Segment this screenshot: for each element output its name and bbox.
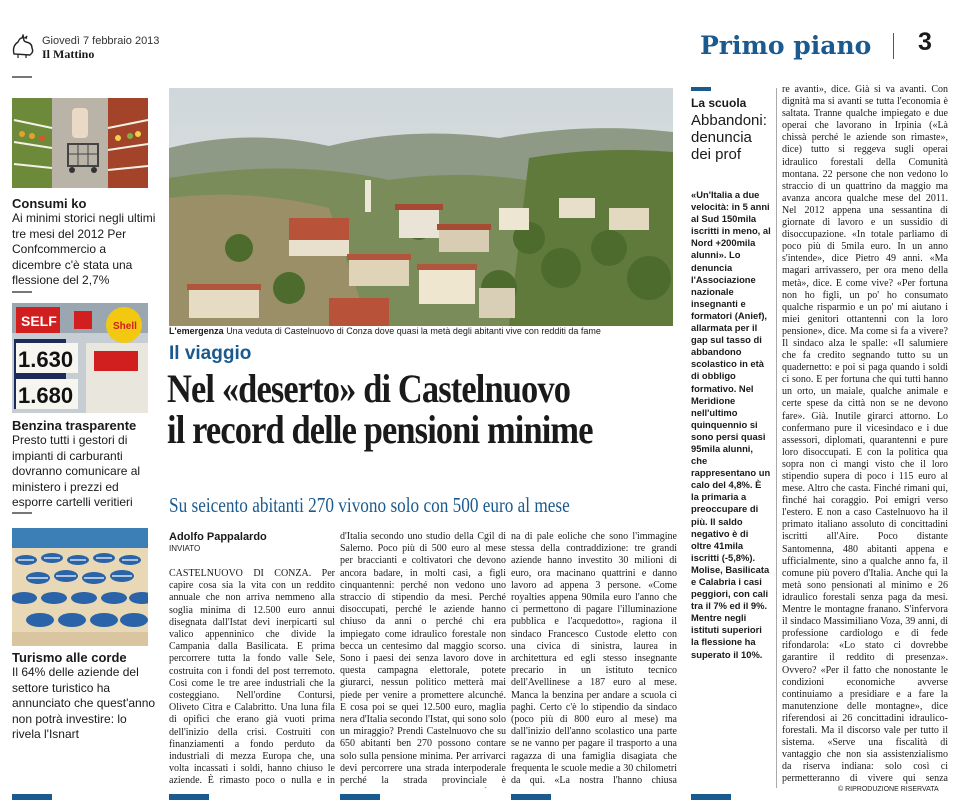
separator [12,512,32,514]
fuel-price-2: 1.680 [18,383,74,408]
school-box-title: Abbandoni: denuncia dei prof [691,112,767,163]
fuel-prices-photo [12,303,148,413]
footer-bar [511,794,551,800]
beach-umbrellas-photo [12,528,148,646]
castelnuovo-village-photo [169,88,673,326]
article-kicker: Il viaggio [169,343,252,364]
footer-bar [691,794,731,800]
masthead-divider [893,33,894,59]
article-headline [167,368,606,450]
rooster-logo-icon [10,34,36,58]
headline-line-2: il record delle pensioni minime [167,407,593,452]
fuel-price-1: 1.630 [18,347,74,372]
headline-line-1: Nel «deserto» di Castelnuovo [167,366,571,411]
footer-bar [340,794,380,800]
caption-text: Una veduta di Castelnuovo di Conza dove quasi la metà degli abitanti vive con redditi da fame [226,326,601,336]
svg-text:Shell: Shell [113,321,137,332]
separator [12,291,32,293]
footer-bar [169,794,209,800]
article-body-column-1: CASTELNUOVO DI CONZA. Per capire cosa sia la vita con un reddito annuale che non arriva nemmeno alla soglia minima di 12.500 euro annui disegnata dall'Istat devi inerpicarti sul valico appenninico che divide la Campania dalla Basilicata. E prima percorrere tutta la fondo valle Sele, costruita con i fondi del post terremoto. Così come le tre aree industriali che la costeggiano. Nell'ordine Contursi, Oliveto Citra e Calabritto. Una luna fila di opifici che erano già vuoti prima dell'inizio della crisi. Costruiti con finanziamenti a fondo perduto da industriali di mezza Europa che, una volta incassati i soldi, hanno chiuso le aziende. È rimasto poco o nulla e in [169,568,335,787]
column-divider [776,88,777,788]
article-body-column-2: d'Italia secondo uno studio della Cgil di Salerno. Poco più di 500 euro al mese per braccianti e coltivatori che devono ancora badare, in molti casi, a figli cinquantenni: perché non vedono uno straccio di stipendio da mesi. Perché disoccupati, perché le aziende hanno chiuso da anni o perché chi era impiegato come idraulico forestale non becca un centesimo dal maggio scorso. Sono i paesi dei senza lavoro dove in questa campagna elettorale, potete giurarci, nessun politico metterà mai piede per venire a promettere alcunché. E cosa poi se quei 12.500 euro, maglia nera d'Italia secondo l'Istat, qui sono solo un miraggio? Prendi Castelnuovo che su 650 abitanti ben 270 possono contare solo sulla pensione minima. Per arrivarci devi percorrere una strada interpoderale perché la strada provinciale è [340,531,506,787]
school-box-body: «Un'Italia a due velocità: in 5 anni al Sud 150mila iscritti in meno, al Nord +200mila alunni». Lo denuncia l'Associazione nazionale insegnanti e formatori (Anief), allarmata per il gap sul tasso di abbandono scolastico in età di obbligo formativo. Nel Meridione nell'ultimo quinquennio si sono persi quasi 95mila alunni, che rappresentano un calo del 4,8%. È la primaria a preoccupare di più. Il saldo negativo è di oltre 41mila iscritti (-5,8%). Molise, Basilicata e Calabria i casi peggiori, con cali tra il 7% ed il 9%. Mentre negli istituti superiori la flessione ha superato il 10%. [691,189,771,660]
school-box-kicker: La scuola [691,96,747,110]
section-title: Primo piano [700,31,872,60]
self-sign: SELF [21,313,57,329]
masthead [0,0,960,66]
news-brief-text: Ai minimi storici negli ultimi tre mesi del 2012 Per Confcommercio a dicembre c'è stata una flessione del 2,7% [12,211,156,287]
article-author-role: INVIATO [169,544,201,553]
photo-caption [169,326,679,336]
article-author: Adolfo Pappalardo [169,531,267,543]
publication-date: Giovedì 7 febbraio 2013 [42,35,160,47]
article-body-column-3: na di pale eoliche che sono l'immagine stessa della contraddizione: tre grandi aziende hanno investito 30 milioni di euro, ora macinano quattrini e danno lavoro ad appena 3 persone. «Come royalties appena 90mila euro l'anno che ci permettono di pagare l'illuminazione pubblica e l'acquedotto», ragiona il sindaco Francesco Custode eletto con una civica di sinistra, laurea in architettura ed egli stesso insegnante precario in un istituto tecnico dell'Avellinese a 187 euro al mese. Manca la benzina per andare a scuola ci paghi. Certo c'è lo stipendio da sindaco (poco più di 800 euro al mese) ma dall'inizio dell'anno scolastico una parte se ne vanno per pagare il trasporto a una ragazza di una famiglia disagiata che frequenta le scuole medie a 30 chilometri da qui. «La nostra l'hanno chiusa [511,531,677,787]
box-accent-bar [691,87,711,91]
supermarket-photo [12,98,148,188]
news-brief-headline: Turismo alle corde [12,650,127,665]
news-brief-headline: Consumi ko [12,196,87,211]
article-subheadline: Su seicento abitanti 270 vivono solo con 500 euro al mese [169,493,570,517]
page-number: 3 [918,28,932,56]
separator [12,76,32,78]
publication-name: Il Mattino [42,47,95,61]
article-body-column-4: re avanti», dice. Già si va avanti. Con dignità ma si avanti se tutta l'economia è saltata. Tranne qualche impiegato e due operai che lavorano in Irpinia («Là chissà perché le aziende son rimaste», dice) tutto si reggeva sugli operai idraulico forestali della Comunità montana. 22 persone che non vedono lo straccio di un quattrino da maggio ma avanza ancora qualche mese del 2011. Nel 2012 appena una sessantina di giornate di lavoro e un sussidio di disoccupazione. «In totale parliamo di poco più di 5mila euro. In un anno s'intende», dice Pietro 49 anni. «Ma magari arrivassero, per ora meno della metà», dice. E come vive? «Per fortuna non ho figli, un po' ho consumato qualche risparmio e un po' mi aiutano i miei genitori ottantenni con la loro pensione», dice. Ma come si fa a vivere? Il sindaco alza le spalle: «Il salumiere che fa credito segnando tutto su un quadernetto: e poi si paga quando i soldi ci sono. E per fortuna che qui tutti hanno un orto, un maiale, qualche animale e certe spese da città non se ne devono fare». Già. Inutile girarci attorno. Lo confermano pure il vicesindaco e i due assessori, diplomati, quarantenni e pure loro disoccupati. E con la politica qua sopra non ci mangi visto che il loro stipendio supera di poco i 115 euro al mese. Altro che casta. Finché rimani qui, finché hai coraggio. Poi emigri verso l'estero. E non a caso Castelnuovo ha il primato italiano assoluto di concittadini iscritti all'Aire. Poco distante Santomenna, 480 abitanti appena e ufficialmente, sino a qualche anno fa, il comune più povero d'Italia. Anche qui la metà sono pensionati al minimo e 26 idraulico forestali senza paga da mesi. Mentre le montagne franano. S'infervora il sindaco Massimiliano Voza, 39 anni, di professione cardiologo e di fede rifondarola: «Lo stato ci dovrebbe garantire il reddito di presenza». Ovvero? «Per il fatto che nonostante le condizioni economiche avverse continuiamo a presidiare e a fare la manutenzione delle montagne», dice riferendosi ai 26 concittadini idraulico-forestali. Ma il discorso vale per tutto il sistema. «Serve una fiscalità di vantaggio che non sia assistenzialismo da riserva indiana: solo così ci permetteranno di vivere qui senza [782,84,948,784]
news-brief-headline: Benzina trasparente [12,418,137,433]
caption-label: L'emergenza [169,326,224,336]
news-brief-text: Il 64% delle aziende del settore turistico ha annunciato che quest'anno non potrà investire: lo rivela l'Isnart [12,665,156,741]
copyright-notice: © RIPRODUZIONE RISERVATA [838,786,939,793]
news-brief-text: Presto tutti i gestori di impianti di carburanti dovranno comunicare al ministero i prezzi ed esporre cartelli veritieri [12,433,141,509]
footer-bar [12,794,52,800]
news-briefs-column [0,66,156,800]
